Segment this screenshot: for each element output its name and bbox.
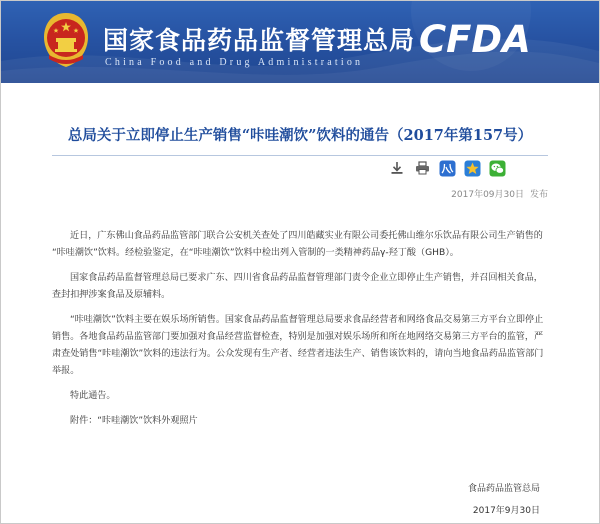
share-favorite-icon[interactable] bbox=[463, 159, 481, 177]
publish-date: 2017年09月30日 bbox=[451, 190, 524, 200]
share-renren-icon[interactable] bbox=[438, 159, 456, 177]
share-wechat-icon[interactable] bbox=[488, 159, 506, 177]
body-paragraph: 国家食品药品监督管理总局已要求广东、四川省食品药品监督管理部门责令企业立即停止生产销售，并召回相关食品，查封扣押涉案食品及原辅料。 bbox=[52, 273, 543, 300]
signoff-date: 2017年9月30日 bbox=[472, 506, 540, 516]
print-icon[interactable] bbox=[413, 159, 431, 177]
site-subtitle: China Food and Drug Administration bbox=[105, 57, 364, 68]
body-paragraph: “咔哇潮饮”饮料主要在娱乐场所销售。国家食品药品监督管理总局要求食品经营者和网络食品交易第三方平台立即停止销售。各地食品药品监管部门要加强对食品经营监督检查，特别是加强对娱乐场所和所在地网络交易第三方平台的监管，严肃查处销售“咔哇潮饮”饮料的违法行为。公众发现有生产者、经营者违法生产、销售该饮料的，请向当地食品药品监管部门举报。 bbox=[52, 315, 544, 376]
article-title: 总局关于立即停止生产销售“咔哇潮饮”饮料的通告（2017年第157号） bbox=[67, 127, 533, 144]
national-emblem-icon bbox=[39, 11, 93, 69]
signoff-block bbox=[468, 478, 540, 522]
site-header-banner bbox=[1, 1, 599, 83]
title-divider bbox=[52, 155, 548, 156]
publish-info bbox=[445, 187, 548, 200]
download-icon[interactable] bbox=[388, 159, 406, 177]
signoff-org: 食品药品监管总局 bbox=[467, 484, 540, 494]
attachment-link[interactable]: 附件：“咔哇潮饮”饮料外观照片 bbox=[70, 416, 198, 426]
body-paragraph: 近日，广东佛山食品药品监管部门联合公安机关查处了四川皓藏实业有限公司委托佛山维尔乐饮品有限公司生产销售的 “咔哇潮饮”饮料。经检验鉴定，在“咔哇潮饮”饮料中检出列入管制的一类精神药品γ-羟丁酸（GHB）。 bbox=[52, 231, 543, 258]
publish-label: 发布 bbox=[529, 190, 548, 200]
body-paragraph: 特此通告。 bbox=[70, 391, 116, 401]
article-body bbox=[52, 228, 548, 438]
site-title: 国家食品药品监督管理总局 bbox=[103, 26, 416, 55]
cfda-logo[interactable]: CFDA bbox=[419, 18, 531, 61]
article-toolbar bbox=[388, 159, 506, 177]
